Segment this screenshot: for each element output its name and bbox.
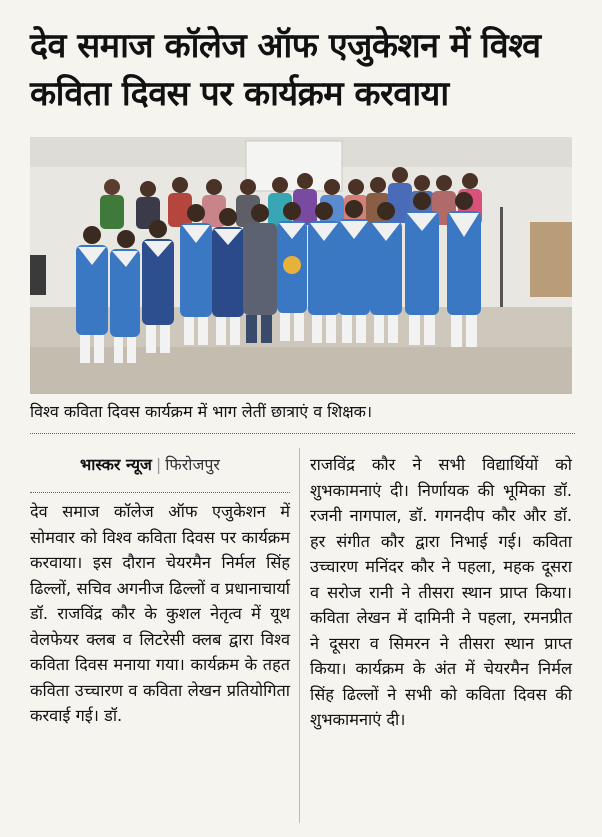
caption-divider — [30, 433, 575, 434]
byline-place: फिरोजपुर — [165, 455, 220, 474]
byline-separator: | — [155, 455, 162, 474]
article-body-right: राजविंद्र कौर ने सभी विद्यार्थियों को शुभकामनाएं दी। निर्णायक की भूमिका डॉ. रजनी नागपाल, डॉ. गगनदीप कौर और डॉ. हर संगीत कौर द्वारा निभाई गई। कविता उच्चारण मनिंदर कौर ने पहला, महक दूसरा व सरोज रानी ने तीसरा स्थान प्राप्त किया। कविता लेखन में दामिनी ने पहला, रमनप्रीत ने दूसरा व सिमरन ने तीसरा स्थान प्राप्त किया। कार्यक्रम के अंत में चेयरमैन निर्मल सिंह ढिल्लों ने सभी को कविता दिवस की शुभकामनाएं दी। — [310, 455, 572, 729]
article-column-right — [310, 452, 572, 733]
group-photo — [30, 137, 572, 394]
article-body-left: देव समाज कॉलेज ऑफ एजुकेशन में सोमवार को विश्व कविता दिवस पर कार्यक्रम करवाया। इस दौरान चेयरमैन निर्मल सिंह ढिल्लों, सचिव अगनीज ढिल्लों व प्रधानाचार्या डॉ. राजविंद्र कौर के कुशल नेतृत्व में यूथ वेलफेयर क्लब व लिटरेसी क्लब द्वारा विश्व कविता दिवस मनाया गया। कार्यक्रम के तहत कविता उच्चारण व कविता लेखन प्रतियोगिता करवाई गई। डॉ. — [30, 502, 290, 725]
byline — [80, 452, 290, 478]
byline-source: भास्कर न्यूज — [80, 455, 152, 474]
column-divider — [299, 448, 300, 823]
article-column-left — [30, 452, 290, 729]
photo-caption: विश्व कविता दिवस कार्यक्रम में भाग लेतीं छात्राएं व शिक्षक। — [30, 402, 373, 421]
group-photo-illustration — [30, 137, 572, 394]
article-headline: देव समाज कॉलेज ऑफ एजुकेशन में विश्व कविता दिवस पर कार्यक्रम करवाया — [30, 26, 541, 114]
byline-divider — [30, 492, 290, 493]
